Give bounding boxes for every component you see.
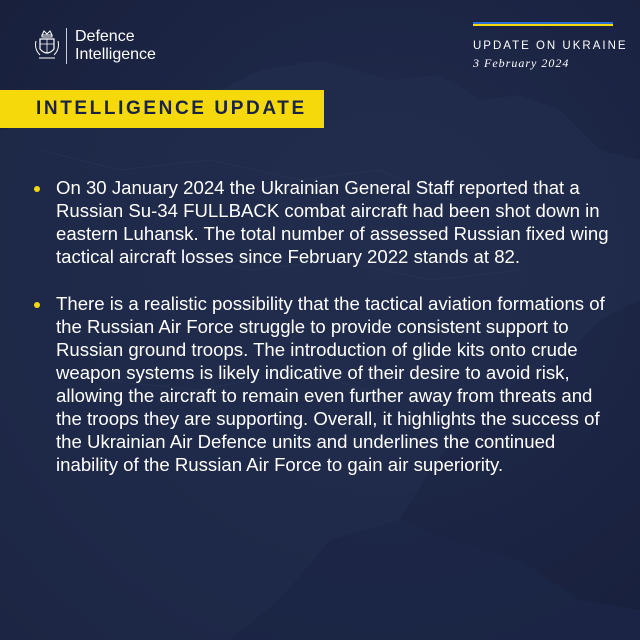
- bullet-text: On 30 January 2024 the Ukrainian General Staff reported that a Russian Su-34 FULLBACK combat aircraft had been shot down in eastern Luhansk. The total number of assessed Russian fixed wing tactical aircraft losses since February 2022 stands at 82.: [56, 177, 609, 267]
- logo-line-defence: Defence: [75, 28, 135, 45]
- logo-text: [75, 28, 156, 64]
- bullet-list: [34, 176, 614, 500]
- logo-divider: [66, 28, 67, 64]
- update-date: 3 February 2024: [473, 56, 570, 70]
- bullet-item: [34, 292, 614, 476]
- logo-line-intelligence: Intelligence: [75, 46, 156, 63]
- update-label: UPDATE ON UKRAINE: [473, 40, 628, 52]
- bullet-dot-icon: [34, 186, 40, 192]
- banner-title: INTELLIGENCE UPDATE: [36, 98, 307, 119]
- bullet-dot-icon: [34, 302, 40, 308]
- intelligence-update-banner: [0, 90, 324, 128]
- bullet-text: There is a realistic possibility that the tactical aviation formations of the Russian Air Force struggle to provide consistent support to Russian ground troops. The introduction of glide kits onto crude weapon systems is likely indicative of their desire to avoid risk, allowing the aircraft to remain even further away from threats and the troops they are supporting. Overall, it highlights the success of the Ukrainian Air Defence units and underlines the continued inability of the Russian Air Force to gain air superiority.: [56, 293, 605, 475]
- flag-yellow-stripe: [473, 24, 613, 26]
- royal-crest-icon: [34, 29, 60, 63]
- bullet-item: [34, 176, 614, 268]
- ukraine-flag-stripe: [473, 22, 613, 26]
- defence-intelligence-logo: [34, 28, 156, 64]
